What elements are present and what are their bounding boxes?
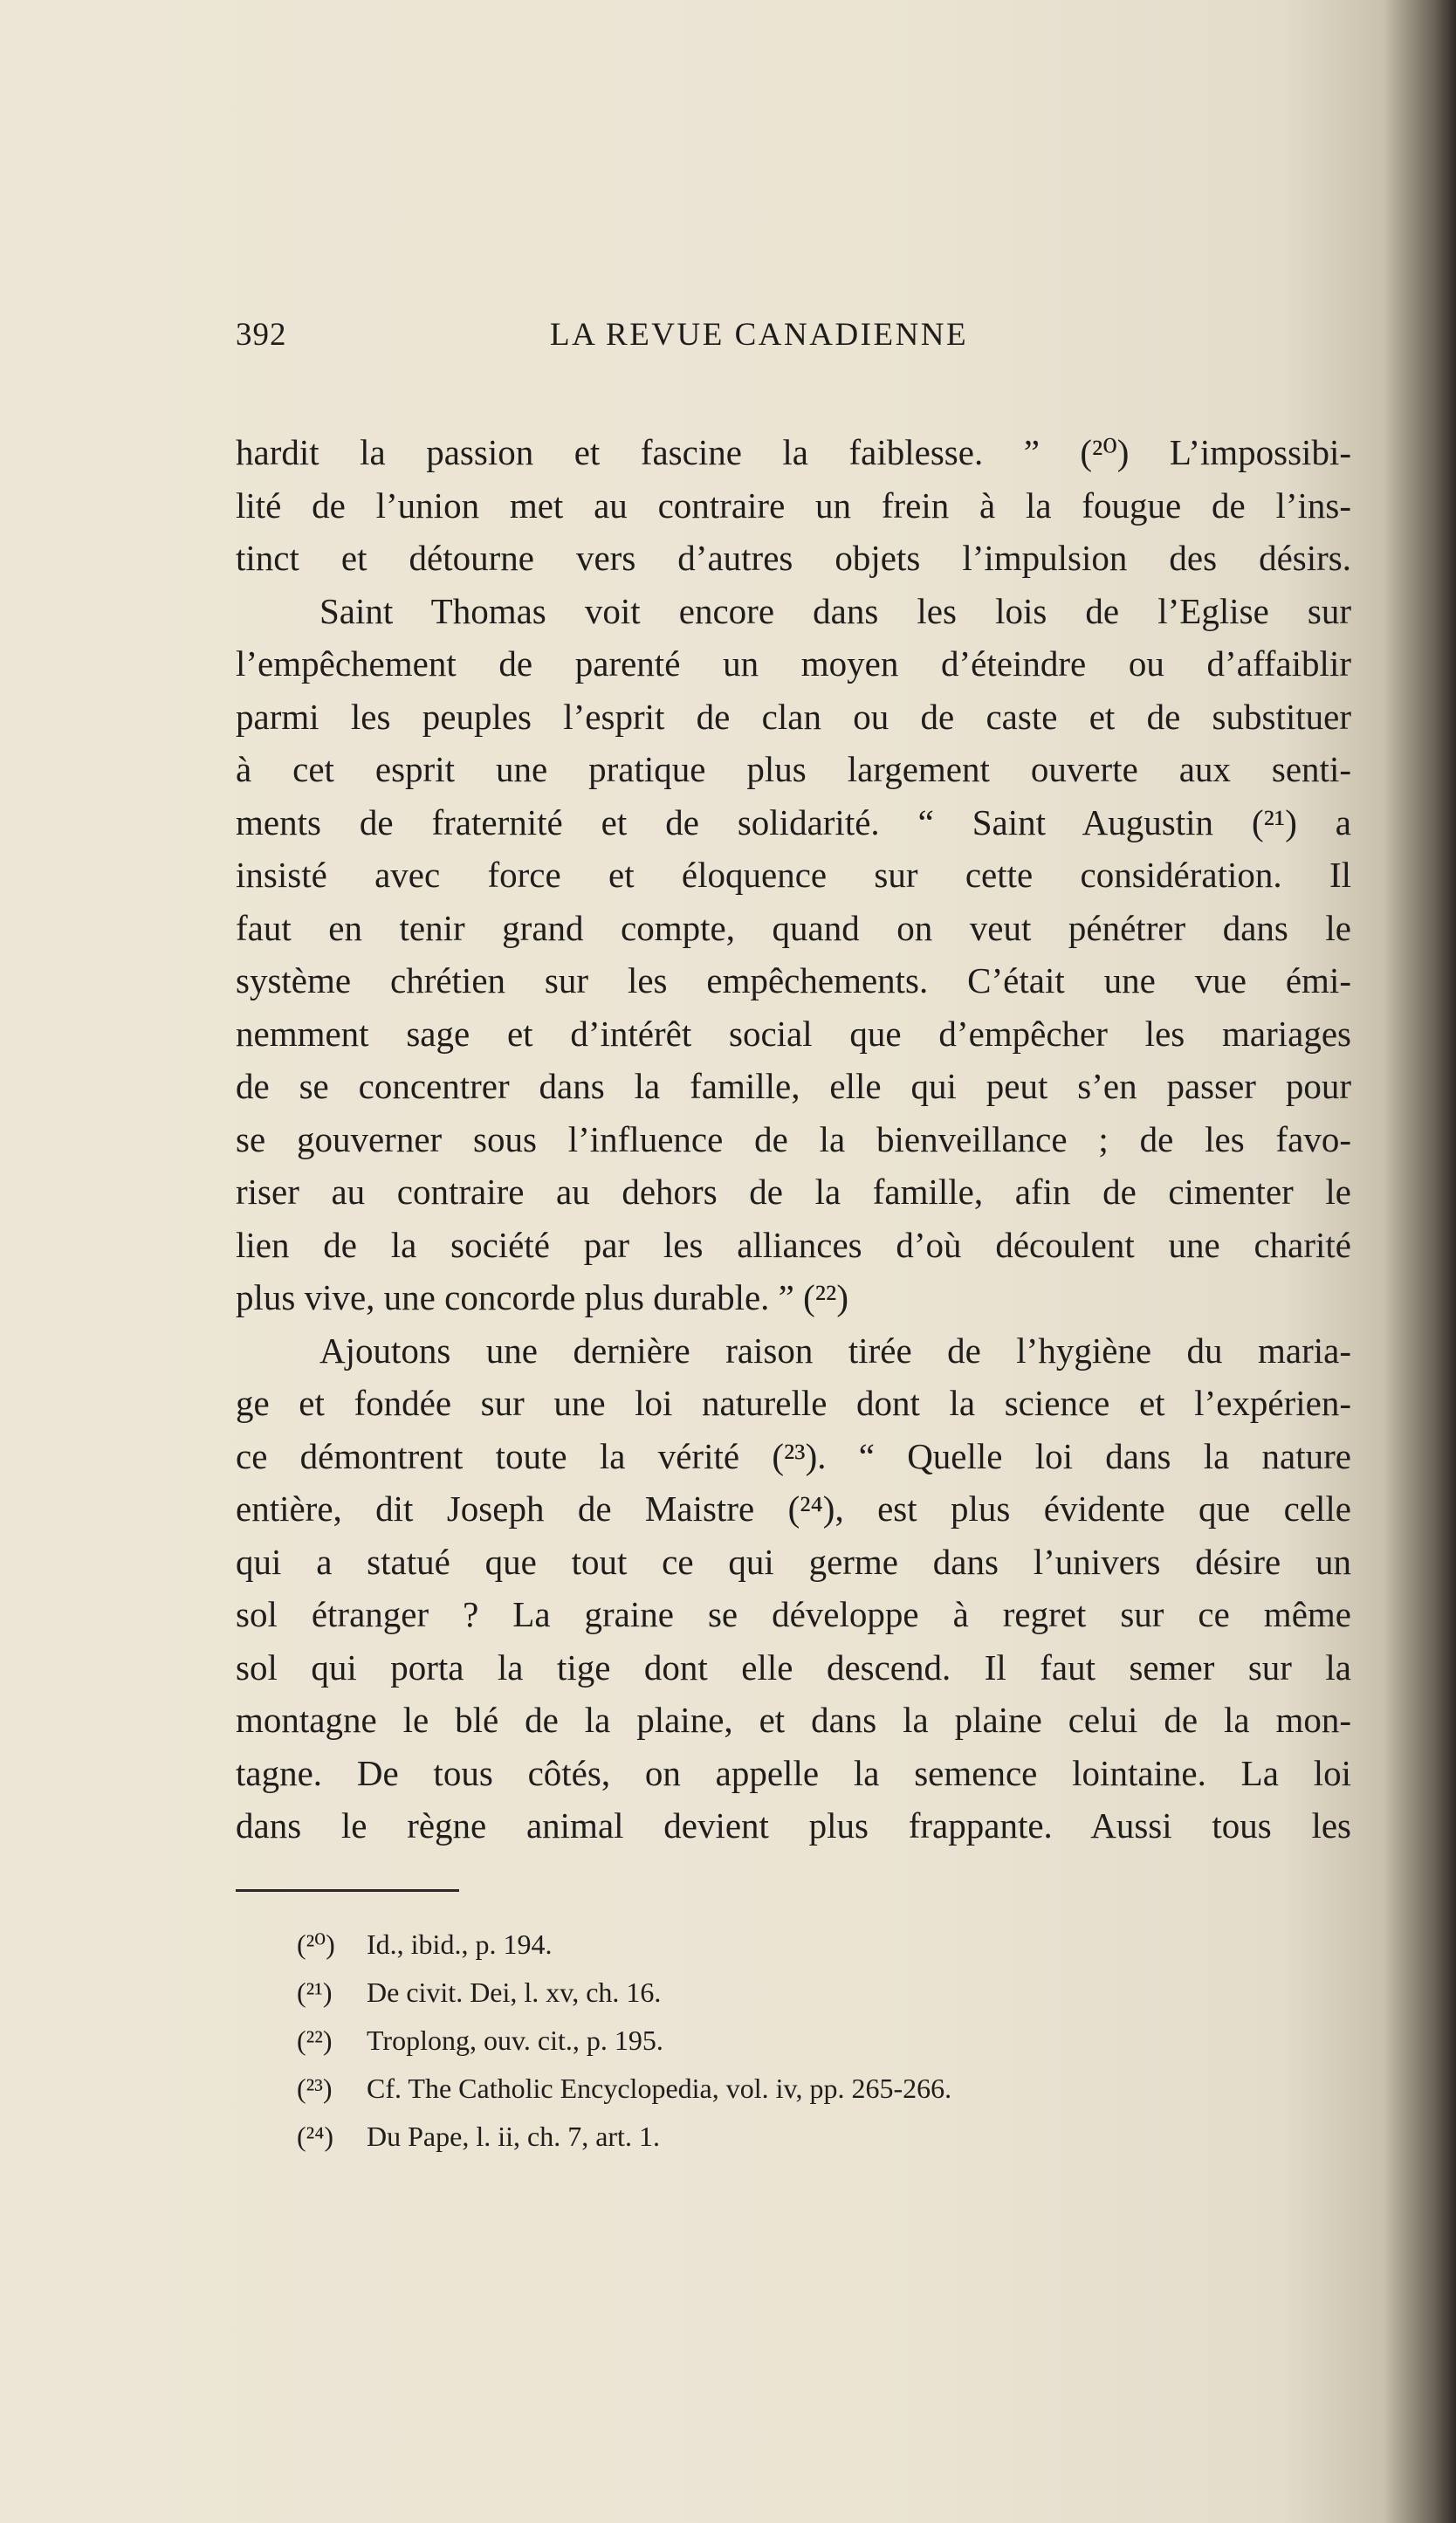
footnote-mark: (²⁰) <box>297 1928 335 1960</box>
text-line: parmi les peuples l’esprit de clan ou de caste et de substituer <box>236 696 1351 737</box>
text-line: insisté avec force et éloquence sur cette considération. Il <box>236 855 1351 895</box>
text-line: sol étranger ? La graine se développe à regret sur ce même <box>236 1594 1351 1634</box>
text-line: de se concentrer dans la famille, elle qui peut s’en passer pour <box>236 1066 1351 1106</box>
page-number: 392 <box>236 317 287 353</box>
footnotes <box>297 1921 1170 2161</box>
footnote-mark: (²¹) <box>297 1976 333 2008</box>
text-line: entière, dit Joseph de Maistre (²⁴), est plus évidente que celle <box>236 1488 1351 1529</box>
text-line: lien de la société par les alliances d’où découlent une charité <box>236 1224 1351 1265</box>
footnote-mark: (²³) <box>297 2073 333 2104</box>
running-head: LA REVUE CANADIENNE <box>550 317 969 353</box>
footnote <box>297 2113 1170 2161</box>
text-line: système chrétien sur les empêchements. C’était une vue émi- <box>236 960 1351 1000</box>
text-line: ge et fondée sur une loi naturelle dont la science et l’expérien- <box>236 1383 1351 1423</box>
text-line: lité de l’union met au contraire un frein à la fougue de l’ins- <box>236 485 1351 526</box>
text-line: tinct et détourne vers d’autres objets l’impulsion des désirs. <box>236 538 1351 578</box>
footnote-text: Cf. The Catholic Encyclopedia, vol. iv, pp. 265-266. <box>367 2073 952 2104</box>
footnote-mark: (²²) <box>297 2025 333 2056</box>
footnote <box>297 1921 1170 1969</box>
text-line: l’empêchement de parenté un moyen d’éteindre ou d’affaiblir <box>236 643 1351 684</box>
footnote-text: De civit. Dei, l. xv, ch. 16. <box>367 1976 662 2008</box>
text-line: à cet esprit une pratique plus largement ouverte aux senti- <box>236 749 1351 789</box>
footnote <box>297 1969 1170 2017</box>
footnote-text: Troplong, ouv. cit., p. 195. <box>367 2025 663 2056</box>
text-line: Saint Thomas voit encore dans les lois de l’Eglise sur <box>319 590 1351 631</box>
footnote-mark: (²⁴) <box>297 2121 334 2152</box>
text-line: riser au contraire au dehors de la famille, afin de cimenter le <box>236 1172 1351 1212</box>
text-line: plus vive, une concorde plus durable. ” (²²) <box>236 1277 849 1317</box>
footnote <box>297 2065 1170 2113</box>
text-line: dans le règne animal devient plus frappante. Aussi tous les <box>236 1805 1351 1846</box>
footnote-text: Du Pape, l. ii, ch. 7, art. 1. <box>367 2121 660 2152</box>
text-line: Ajoutons une dernière raison tirée de l’hygiène du maria- <box>319 1330 1351 1371</box>
body-text <box>236 426 1351 1853</box>
footnote <box>297 2017 1170 2065</box>
page-header <box>236 316 1205 360</box>
text-line: nemment sage et d’intérêt social que d’empêcher les mariages <box>236 1013 1351 1054</box>
text-line: tagne. De tous côtés, on appelle la semence lointaine. La loi <box>236 1752 1351 1793</box>
text-line: ments de fraternité et de solidarité. “ Saint Augustin (²¹) a <box>236 801 1351 842</box>
text-line: hardit la passion et fascine la faiblesse. ” (²⁰) L’impossibi- <box>236 432 1351 472</box>
footnote-divider <box>236 1889 459 1892</box>
text-line: ce démontrent toute la vérité (²³). “ Quelle loi dans la nature <box>236 1435 1351 1476</box>
text-line: faut en tenir grand compte, quand on veut pénétrer dans le <box>236 907 1351 948</box>
text-line: sol qui porta la tige dont elle descend. Il faut semer sur la <box>236 1646 1351 1688</box>
text-line: qui a statué que tout ce qui germe dans l’univers désire un <box>236 1541 1351 1582</box>
footnote-text: Id., ibid., p. 194. <box>367 1928 553 1960</box>
text-line: se gouverner sous l’influence de la bienveillance ; de les favo- <box>236 1118 1351 1159</box>
text-line: montagne le blé de la plaine, et dans la plaine celui de la mon- <box>236 1700 1351 1740</box>
